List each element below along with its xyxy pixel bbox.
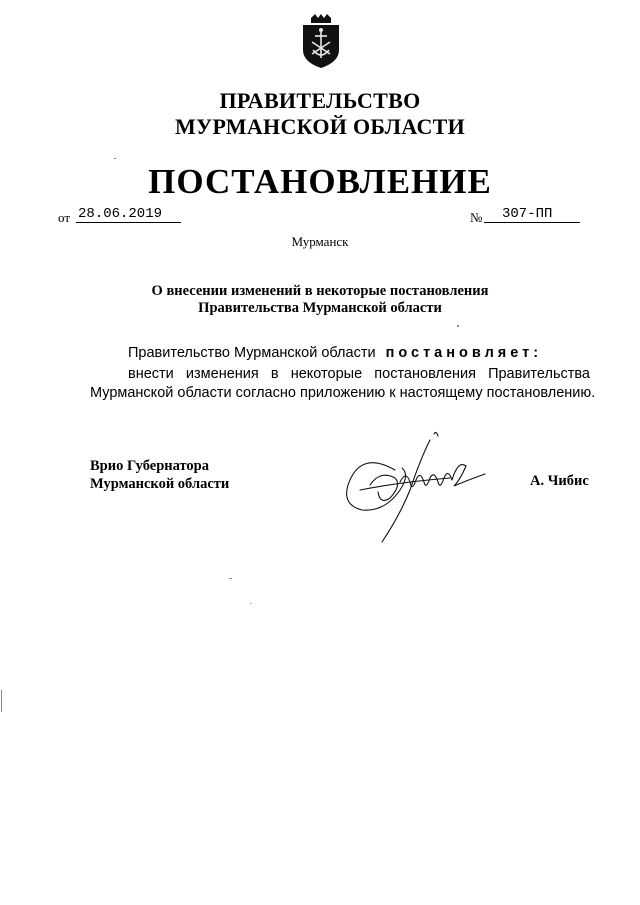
decree-word: постановляет:	[385, 345, 543, 361]
body-intro-line	[128, 345, 542, 361]
body-intro-text: Правительство Мурманской области	[128, 345, 376, 361]
signatory-name: А. Чибис	[530, 473, 589, 489]
subject-line2: Правительства Мурманской области	[198, 300, 442, 316]
subject-line1: О внесении изменений в некоторые постановления	[151, 283, 489, 299]
organization-name-line1: ПРАВИТЕЛЬСТВО	[219, 88, 421, 113]
signatory-title-line1: Врио Губернатора	[90, 458, 209, 474]
body-line2: внести изменения в некоторые постановления Правительства	[128, 366, 590, 382]
handwritten-signature	[340, 430, 500, 545]
document-number: 307-ПП	[484, 206, 580, 223]
signatory-title-line2: Мурманской области	[90, 476, 230, 492]
scan-speck	[457, 325, 459, 327]
document-date: 28.06.2019	[76, 206, 181, 223]
body-line3: Мурманской области согласно приложению к настоящему постановлению.	[90, 385, 596, 401]
coat-of-arms-icon	[301, 14, 341, 68]
scan-speck	[250, 603, 251, 604]
scan-speck	[229, 578, 232, 579]
city-name: Мурманск	[291, 234, 349, 249]
number-label: №	[470, 210, 483, 225]
organization-name-line2: МУРМАНСКОЙ ОБЛАСТИ	[174, 114, 466, 139]
date-label: от	[58, 210, 71, 225]
scan-speck	[1, 690, 2, 712]
document-type-title: ПОСТАНОВЛЕНИЕ	[148, 162, 492, 201]
scan-speck	[114, 158, 116, 159]
